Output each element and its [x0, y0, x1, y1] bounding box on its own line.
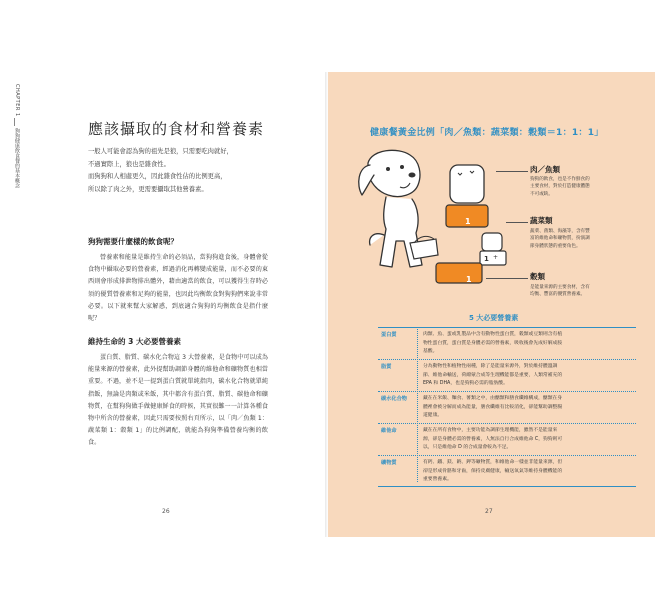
nutrient-name: 碳水化合物 [381, 396, 407, 402]
table-column-divider [417, 327, 418, 482]
intro-line: 不過實際上，狼也是雜食性。 [88, 160, 170, 168]
desc-line: 藏在在米飯、麵食、薯類之中，由醣類和膳食纖維構成，醣類在身 [423, 396, 563, 401]
category-title: 肉／魚類 [530, 165, 560, 174]
callout-line [506, 222, 528, 223]
desc-line: 主要食材，對於打造健康體態 [530, 184, 590, 190]
nutrient-description [423, 395, 631, 421]
desc-line: 物性蛋白質，蛋白質是身體必需的營養素，吸收後會先成好解成胺 [423, 340, 563, 346]
row-divider [378, 391, 636, 392]
category-title: 穀類 [530, 272, 545, 281]
category-title: 蔬菜類 [530, 216, 553, 225]
chapter-label: CHAPTER 1 [14, 84, 20, 117]
nutrients-table-title: 5 大必要營養素 [469, 314, 519, 322]
desc-line: 藏在在所有食物中，主要功能為調節生理機能，雖然不是能量來 [423, 428, 558, 433]
nutrient-name: 蛋白質 [381, 332, 397, 338]
intro-line: 而狗狗和人相處更久，因此雜食性佔的比例更高， [88, 173, 227, 180]
desc-line: 以，只是維他命 D 的合成量會較為不足。 [423, 445, 512, 451]
desc-line: 肉類、魚、蛋或乳製品中含有動物性蛋白質，穀類或豆類則含有植 [423, 332, 563, 337]
book-gutter [325, 72, 328, 537]
desc-line: 狗狗的飲食，也是不作鮮食的 [530, 177, 590, 182]
side-divider [14, 118, 15, 126]
plus-sign: + [493, 254, 499, 261]
desc-line: 分為動物性和植物性兩種，除了是能量來源外，對於維持體溫調 [423, 364, 558, 369]
desc-line: 均衡、豐富的優質營養素。 [530, 292, 586, 298]
golden-ratio-heading: 健康餐黃金比例「肉／魚類：蔬菜類：穀類＝1：1：1」 [370, 128, 604, 138]
section-heading: 狗狗需要什麼樣的飲食呢？ [88, 237, 178, 246]
section-body [88, 252, 268, 332]
nutrient-description [423, 331, 631, 357]
desc-line: 源，卻是身體必需的營養素，人無法自行合成維他命 C，狗狗則可 [423, 436, 563, 442]
dog-nose [409, 173, 416, 178]
page-title: 應該攝取的食材和營養素 [88, 120, 265, 138]
desc-line: 體裡會被分解而成為能量，膳食纖維有比較消化，卻能幫助調整腸 [423, 404, 563, 410]
grain-bowl [436, 263, 482, 283]
table-bottom-rule [378, 486, 636, 487]
desc-line: EPA 和 DHA，也是狗狗必需的脂肪酸。 [423, 381, 508, 387]
intro-paragraph [88, 146, 298, 196]
nutrient-description [423, 363, 631, 389]
intro-line: 所以除了肉之外，更需要攝取其他營養素。 [88, 185, 208, 193]
desc-line: 節、維他命輸送，荷爾蒙合成等生理機能都是重要，人類常補充的 [423, 372, 563, 378]
callout-line [486, 278, 528, 279]
category-description [530, 176, 590, 198]
chapter-running-title: 狗狗健康飲食餐的基本概念 [14, 128, 20, 188]
desc-line: 基酸。 [423, 349, 438, 355]
desc-line: 重要營養素。 [423, 477, 452, 483]
nutrient-description [423, 427, 631, 453]
row-divider [378, 455, 636, 456]
section-body [88, 352, 268, 462]
nutrient-name: 維他命 [381, 428, 397, 434]
page-number: 27 [485, 508, 493, 515]
section-heading: 維持生命的 3 大必要營養素 [88, 337, 181, 346]
body-text: 蛋白質、脂質、碳水化合物這 3 大營養素，是食物中可以成為能量來源的營養素，此外提幫助調節身體的維他命和礦物質也相當重要。不過，並不是一提到蛋白質就單純指肉，碳水化合物就單純指飯，無論是肉類或米飯，其中都含有蛋白質、脂質、碳他命和礦物質，在幫狗狗做手做健康鮮食的時候，其實很難一一計算各種食物中所含的營養素，因此只需要按照右頁所示，以「肉／魚類 1：蔬菜類 1：穀類 1」的比例調配，就能為狗狗準備營養均衡的飲食。 [88, 354, 268, 447]
row-divider [378, 423, 636, 424]
intro-line: 一般人可能會認為狗的祖先是狼，只需要吃肉就好， [88, 148, 233, 155]
desc-line: 有鈣、鐵、鎂、鈉、鉀等礦物質，和維他命一樣並非能量來源，但 [423, 460, 563, 465]
page-number: 26 [162, 508, 170, 515]
bowl-ratio: 1 [465, 217, 471, 226]
bowl-ratio: 1 [484, 255, 489, 263]
dog-eye [386, 167, 390, 171]
desc-line: 不可或缺。 [530, 191, 553, 197]
desc-line: 蔬菜、菌類、海藻等，含有豐 [530, 229, 590, 234]
desc-line: 富的維他命和礦物質，扮演調 [530, 236, 590, 242]
dog-with-bowls-illustration [340, 145, 530, 305]
nutrient-name: 礦物質 [381, 460, 397, 466]
nutrient-name: 脂質 [381, 364, 392, 370]
category-description [530, 284, 590, 299]
nutrient-description [423, 459, 631, 485]
body-text: 營養素和能量是維持生命的必須品，當狗狗進食後，身體會從食物中攝取必要的營養素，經過消化再轉變成能量，而不必要的東西則會形成排泄物排出體外，藉由適當的飲食，可以獲得生存時必須的優質營養素和足夠的能量，也因此均衡飲食對狗狗們來說非常必要。以下就來幫大家解惑，到底適合狗狗的均衡飲食是指什麼呢？ [88, 254, 268, 323]
row-divider [378, 359, 636, 360]
desc-line: 節身體狀態的重要角色。 [530, 243, 581, 249]
category-description [530, 228, 590, 250]
bowl-ratio: 1 [466, 275, 472, 284]
callout-line [496, 171, 528, 172]
nutrients-table [378, 327, 636, 487]
desc-line: 是能量來源的主要食材，含有 [530, 285, 590, 290]
desc-line: 卻是形成骨骼和牙齒，保持皮膚健康，輸送氧氣等維持身體機能的 [423, 468, 563, 474]
desc-line: 道健康。 [423, 413, 443, 419]
